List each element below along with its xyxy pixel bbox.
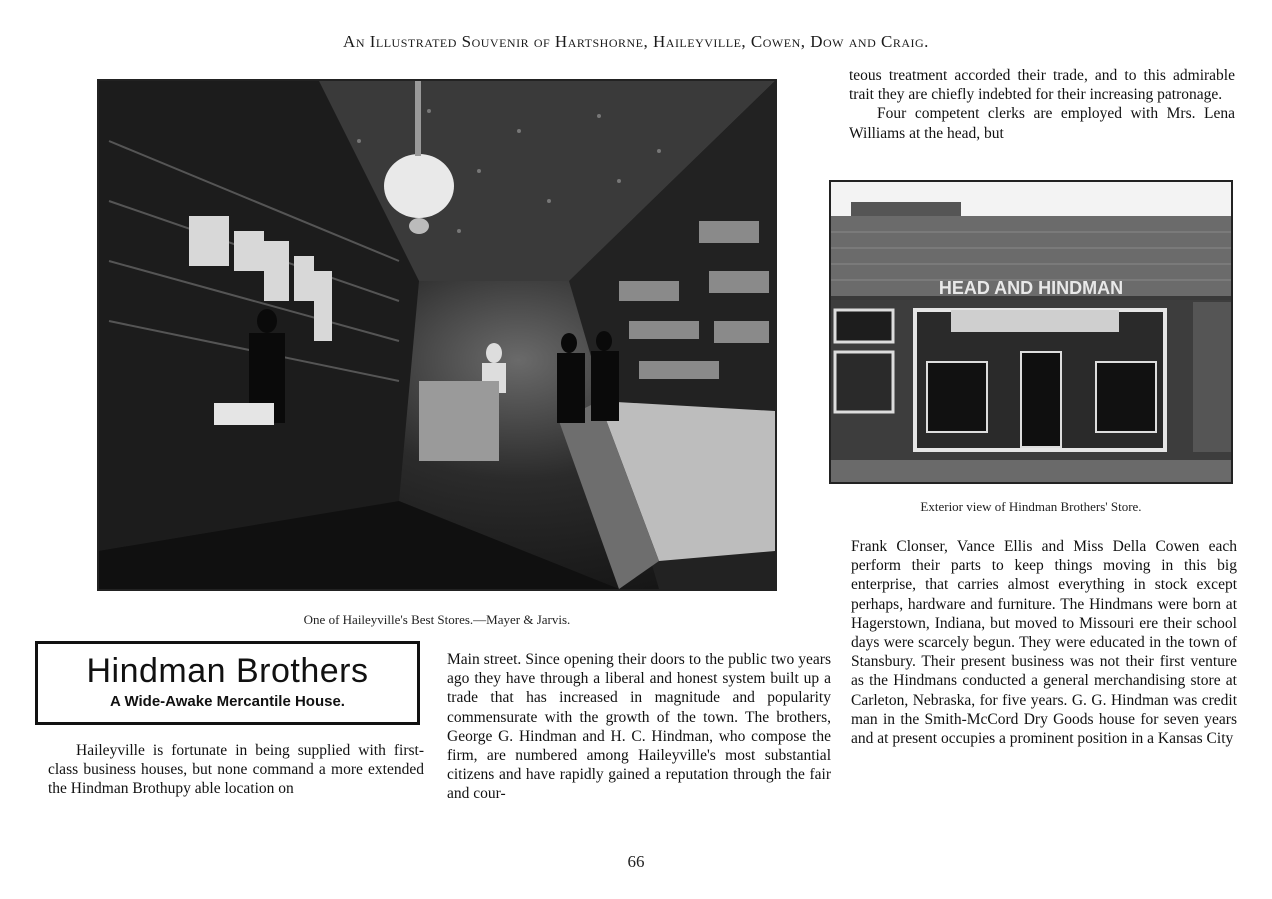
article-col3-top-p1: teous treatment accorded their trade, and to this admirable trait they are chiefly indebted for their increasing patronage. — [849, 67, 1235, 104]
article-column-1 — [48, 741, 424, 799]
article-col3-bottom-text: Frank Clonser, Vance Ellis and Miss Della Cowen each perform their parts to keep things moving in this big enterprise, that carries almost everything in stock except perhaps, hardware and furniture. The Hindmans were born at Hagerstown, Indiana, but moved to Missouri ere their school days were scarcely begun. They were educated in the town of Stansbury. Their present business was not their first venture as the Hindmans conducted a general merchandising store at Carleton, Nebraska, for five years. G. G. Hindman was credit man in the Smith-McCord Dry Goods house for seven years and at present occupies a prominent position in a Kansas City — [851, 538, 1237, 748]
article-subtitle: A Wide-Awake Mercantile House. — [110, 693, 345, 710]
page-number: 66 — [627, 852, 645, 871]
article-col3-top-p2: Four competent clerks are employed with Mrs. Lena Williams at the head, but — [849, 105, 1235, 142]
exterior-store-photo — [829, 180, 1233, 484]
article-title-box — [35, 641, 420, 725]
interior-photo-caption: One of Haileyville's Best Stores.—Mayer & Jarvis. — [303, 612, 571, 627]
exterior-photo-caption: Exterior view of Hindman Brothers' Store. — [920, 499, 1142, 514]
article-column-3-bottom — [851, 537, 1237, 748]
interior-store-photo — [97, 79, 777, 591]
storefront-sign: HEAD AND HINDMAN — [938, 278, 1124, 298]
article-column-2 — [447, 650, 831, 804]
article-col1-text: Haileyville is fortunate in being supplied with first-class business houses, but none command a more extended the Hindman Brothupy able location on — [48, 742, 424, 798]
article-col2-text: Main street. Since opening their doors to the public two years ago they have through a liberal and honest system built up a trade that has increased in magnitude and popularity commensurate with the growth of the town. The brothers, George G. Hindman and H. C. Hindman, who compose the firm, are numbered among Haileyville's most substantial citizens and have rapidly gained a reputation through the fair and cour- — [447, 651, 831, 803]
running-head: An Illustrated Souvenir of Hartshorne, Haileyville, Cowen, Dow and Craig. — [343, 32, 929, 51]
article-title: Hindman Brothers — [86, 652, 369, 690]
article-column-3-top — [849, 66, 1235, 143]
